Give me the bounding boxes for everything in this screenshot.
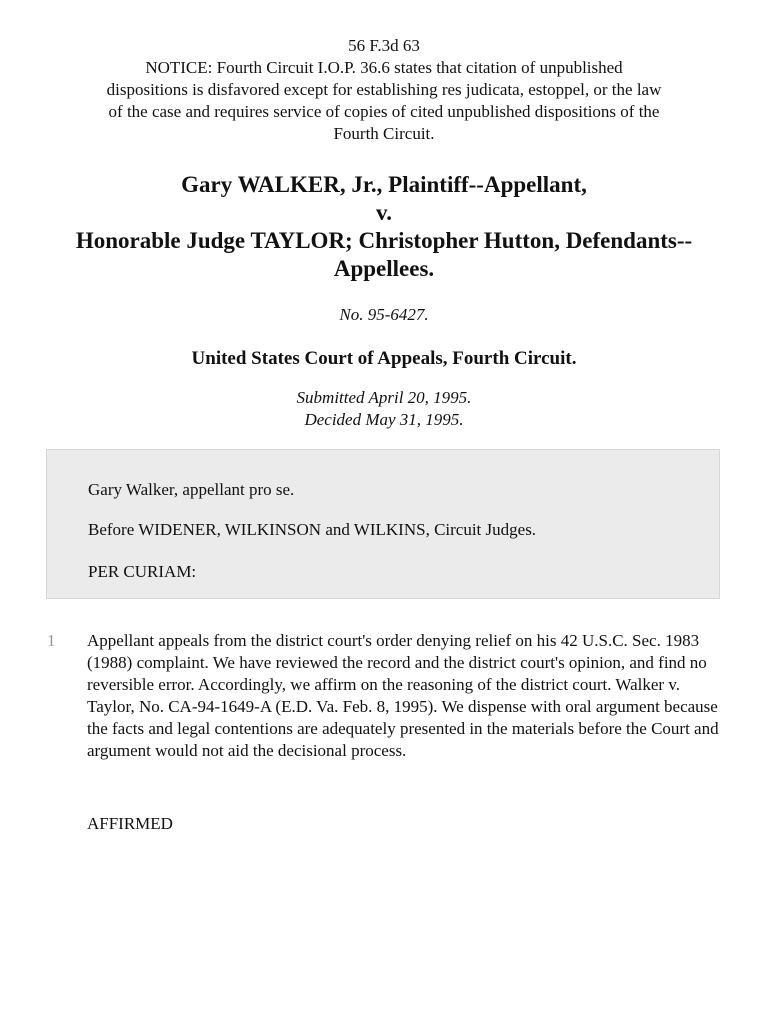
counsel: Gary Walker, appellant pro se.: [88, 480, 295, 499]
case-dates: [0, 387, 768, 431]
notice-line: dispositions is disfavored except for establishing res judicata, estoppel, or the law: [106, 80, 662, 99]
document-header: [0, 0, 768, 145]
docket-number: No. 95-6427.: [339, 305, 429, 324]
submitted-date: Submitted April 20, 1995.: [296, 388, 472, 407]
case-caption: [0, 171, 768, 283]
disposition: AFFIRMED: [87, 814, 173, 833]
per-curiam: PER CURIAM:: [88, 562, 197, 581]
defendants-continued: Appellees.: [333, 256, 435, 281]
paragraph-number: 1: [47, 631, 56, 650]
versus: v.: [376, 200, 392, 225]
citation: 56 F.3d 63: [348, 36, 420, 55]
panel-judges: Before WIDENER, WILKINSON and WILKINS, Circuit Judges.: [88, 520, 537, 539]
opinion-paragraph: Appellant appeals from the district court's order denying relief on his 42 U.S.C. Sec. 1983 (1988) complaint. We have reviewed the record and the district court's opinion, and find no reversible error. Accordingly, we affirm on the reasoning of the district court. Walker v. Taylor, No. CA-94-1649-A (E.D. Va. Feb. 8, 1995). We dispense with oral argument because the facts and legal contentions are adequately presented in the materials before the Court and argument would not aid the decisional process.: [87, 631, 719, 760]
notice-line: NOTICE: Fourth Circuit I.O.P. 36.6 states that citation of unpublished: [145, 58, 623, 77]
counsel-box: [46, 449, 720, 599]
decided-date: Decided May 31, 1995.: [304, 410, 464, 429]
plaintiff: Gary WALKER, Jr., Plaintiff--Appellant,: [181, 172, 587, 197]
court-name: United States Court of Appeals, Fourth Circuit.: [191, 348, 577, 369]
notice-line: of the case and requires service of copies of cited unpublished dispositions of the: [108, 102, 660, 121]
notice-line: Fourth Circuit.: [333, 124, 435, 143]
defendants: Honorable Judge TAYLOR; Christopher Hutton, Defendants--: [75, 228, 693, 253]
